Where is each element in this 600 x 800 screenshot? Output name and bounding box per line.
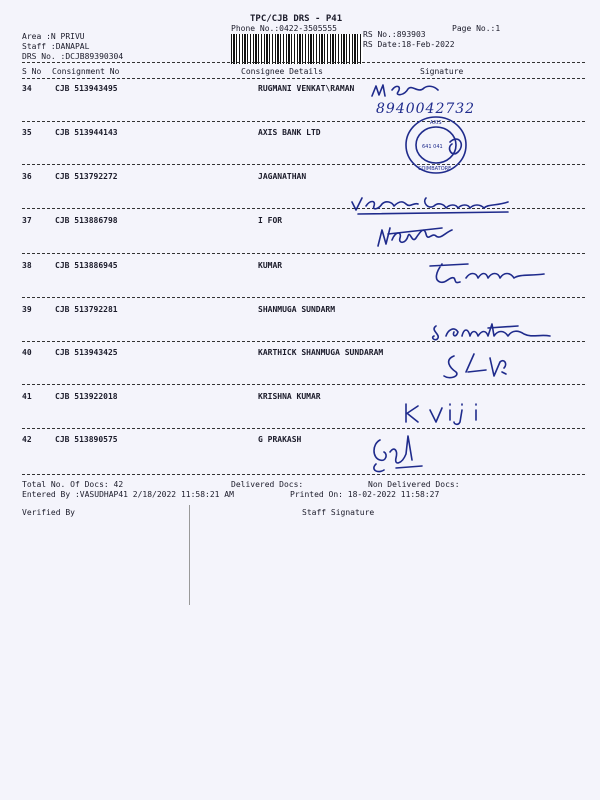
area-label: Area :N PRIVU	[22, 32, 85, 41]
row-divider	[22, 428, 585, 429]
barcode	[231, 34, 363, 64]
scan-fold-line	[189, 505, 190, 605]
row-consignment: CJB 513922018	[55, 392, 118, 401]
row-divider	[22, 164, 585, 165]
signature-row-42	[366, 430, 426, 476]
signature-row-37	[372, 220, 462, 254]
handwritten-phone: 8940042732	[376, 101, 476, 117]
row-divider	[22, 384, 585, 385]
row-consignee: I FOR	[258, 216, 283, 225]
row-consignee: G PRAKASH	[258, 435, 302, 444]
row-consignee: KARTHICK SHANMUGA SUNDARAM	[258, 348, 384, 357]
drs-number: DRS No. :DCJB89390304	[22, 52, 124, 61]
signature-row-38	[420, 258, 550, 288]
col-consignment: Consignment No	[52, 67, 120, 76]
staff-label: Staff :DANAPAL	[22, 42, 90, 51]
signature-row-41	[398, 398, 498, 426]
rs-date: RS Date:18-Feb-2022	[363, 40, 455, 49]
row-sno: 40	[22, 348, 32, 357]
row-divider	[22, 474, 585, 475]
row-consignment: CJB 513944143	[55, 128, 118, 137]
row-sno: 38	[22, 261, 32, 270]
row-consignment: CJB 513943425	[55, 348, 118, 357]
row-divider	[22, 253, 585, 254]
row-divider	[22, 121, 585, 122]
document-title: TPC/CJB DRS - P41	[250, 14, 343, 24]
signature-row-40	[440, 350, 520, 384]
signature-row-39	[428, 316, 558, 346]
row-consignee: RUGMANI VENKAT\RAMAN	[258, 84, 355, 93]
phone-number: Phone No.:0422-3505555	[231, 24, 337, 33]
stamp-text-middle: 641 041	[422, 144, 443, 150]
col-consignee: Consignee Details	[241, 67, 323, 76]
row-consignment: CJB 513792281	[55, 305, 118, 314]
stamp-text-top: AXIS	[430, 120, 442, 126]
non-delivered-docs: Non Delivered Docs:	[368, 480, 460, 489]
page-number: Page No.:1	[452, 24, 501, 33]
signature-row-36	[348, 192, 518, 218]
row-consignee: KUMAR	[258, 261, 283, 270]
row-consignment: CJB 513943495	[55, 84, 118, 93]
row-sno: 34	[22, 84, 32, 93]
row-consignee: SHANMUGA SUNDARM	[258, 305, 336, 314]
row-consignee: KRISHNA KUMAR	[258, 392, 321, 401]
row-consignee: AXIS BANK LTD	[258, 128, 321, 137]
row-consignment: CJB 513886798	[55, 216, 118, 225]
col-sno: S No	[22, 67, 42, 76]
stamp-text-bottom: COIMBATORE	[418, 166, 452, 172]
row-consignment: CJB 513792272	[55, 172, 118, 181]
row-sno: 39	[22, 305, 32, 314]
header-divider	[22, 62, 585, 63]
row-sno: 42	[22, 435, 32, 444]
row-divider	[22, 297, 585, 298]
printed-on: Printed On: 18-02-2022 11:58:27	[290, 490, 440, 499]
row-sno: 41	[22, 392, 32, 401]
row-consignee: JAGANATHAN	[258, 172, 307, 181]
row-consignment: CJB 513886945	[55, 261, 118, 270]
signature-row-34	[368, 80, 458, 102]
col-signature: Signature	[420, 67, 464, 76]
row-consignment: CJB 513890575	[55, 435, 118, 444]
entered-by: Entered By :VASUDHAP41 2/18/2022 11:58:21 AM	[22, 490, 234, 499]
column-divider	[22, 78, 585, 79]
company-stamp	[400, 112, 478, 178]
row-sno: 36	[22, 172, 32, 181]
staff-signature: Staff Signature	[302, 508, 375, 517]
delivered-docs: Delivered Docs:	[231, 480, 304, 489]
row-sno: 35	[22, 128, 32, 137]
table-row	[0, 84, 600, 124]
rs-number: RS No.:893903	[363, 30, 426, 39]
row-sno: 37	[22, 216, 32, 225]
verified-by: Verified By	[22, 508, 75, 517]
total-docs: Total No. Of Docs: 42	[22, 480, 124, 489]
